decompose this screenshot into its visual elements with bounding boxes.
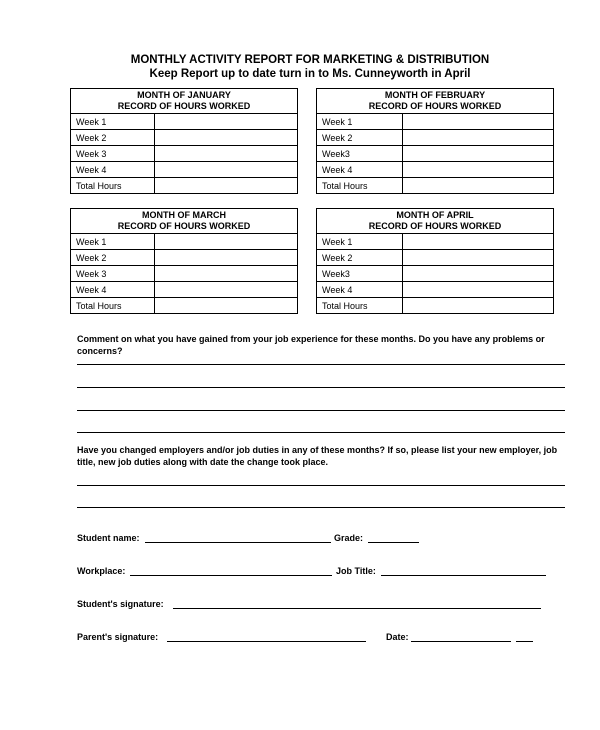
row-label: Total Hours xyxy=(317,298,403,314)
hours-input-cell[interactable] xyxy=(403,266,554,282)
month-heading: MONTH OF FEBRUARY xyxy=(384,90,486,100)
student-name-label: Student name: xyxy=(77,533,140,543)
hours-input-cell[interactable] xyxy=(155,162,298,178)
record-heading: RECORD OF HOURS WORKED xyxy=(368,101,502,111)
month-heading: MONTH OF APRIL xyxy=(396,210,474,220)
record-heading: RECORD OF HOURS WORKED xyxy=(368,221,502,231)
march-hours-table xyxy=(70,208,298,314)
hours-input-cell[interactable] xyxy=(155,282,298,298)
january-hours-table xyxy=(70,88,298,194)
hours-input-cell[interactable] xyxy=(155,130,298,146)
table-heading xyxy=(317,209,554,234)
row-label: Week 4 xyxy=(317,162,403,178)
hours-input-cell[interactable] xyxy=(155,146,298,162)
parent-signature-label: Parent's signature: xyxy=(77,632,159,642)
record-heading: RECORD OF HOURS WORKED xyxy=(117,101,251,111)
table-heading xyxy=(317,89,554,114)
month-heading: MONTH OF MARCH xyxy=(142,210,226,220)
answer-line[interactable] xyxy=(77,364,565,365)
table-row xyxy=(71,162,298,178)
table-row xyxy=(71,178,298,194)
row-label: Total Hours xyxy=(71,178,155,194)
table-heading xyxy=(71,89,298,114)
table-row xyxy=(71,298,298,314)
table-row xyxy=(317,266,554,282)
row-label: Total Hours xyxy=(317,178,403,194)
row-label: Week 3 xyxy=(71,266,155,282)
table-row xyxy=(71,114,298,130)
row-label: Week3 xyxy=(317,146,403,162)
hours-input-cell[interactable] xyxy=(403,282,554,298)
report-title: MONTHLY ACTIVITY REPORT FOR MARKETING & DISTRIBUTION xyxy=(130,54,490,66)
hours-input-cell[interactable] xyxy=(403,298,554,314)
hours-input-cell[interactable] xyxy=(155,250,298,266)
date-field[interactable] xyxy=(411,641,511,642)
table-row xyxy=(71,282,298,298)
answer-line[interactable] xyxy=(77,432,565,433)
table-row xyxy=(317,282,554,298)
grade-label: Grade: xyxy=(334,533,364,543)
row-label: Week 2 xyxy=(317,250,403,266)
hours-input-cell[interactable] xyxy=(403,234,554,250)
table-row xyxy=(71,266,298,282)
table-row xyxy=(317,114,554,130)
answer-line[interactable] xyxy=(77,410,565,411)
hours-input-cell[interactable] xyxy=(155,298,298,314)
date-label: Date: xyxy=(386,632,409,642)
workplace-field[interactable] xyxy=(130,575,332,576)
answer-line[interactable] xyxy=(77,387,565,388)
job-title-field[interactable] xyxy=(381,575,546,576)
row-label: Week 1 xyxy=(71,234,155,250)
row-label: Week 2 xyxy=(317,130,403,146)
row-label: Week3 xyxy=(317,266,403,282)
february-hours-table xyxy=(316,88,554,194)
table-row xyxy=(71,234,298,250)
question-employer-change: Have you changed employers and/or job duties in any of these months? If so, please list your new employer, job title, new job duties along with date the change took place. xyxy=(77,445,558,467)
hours-input-cell[interactable] xyxy=(403,178,554,194)
job-title-label: Job Title: xyxy=(336,566,376,576)
row-label: Week 1 xyxy=(71,114,155,130)
answer-line[interactable] xyxy=(77,485,565,486)
student-name-field[interactable] xyxy=(145,542,331,543)
workplace-label: Workplace: xyxy=(77,566,126,576)
table-row xyxy=(317,250,554,266)
table-row xyxy=(317,162,554,178)
hours-input-cell[interactable] xyxy=(403,250,554,266)
report-subtitle: Keep Report up to date turn in to Ms. Cunneyworth in April xyxy=(149,68,471,80)
row-label: Week 2 xyxy=(71,130,155,146)
table-row xyxy=(317,234,554,250)
row-label: Week 3 xyxy=(71,146,155,162)
parent-signature-field[interactable] xyxy=(167,641,366,642)
grade-field[interactable] xyxy=(368,542,419,543)
table-row xyxy=(317,178,554,194)
hours-input-cell[interactable] xyxy=(403,146,554,162)
hours-input-cell[interactable] xyxy=(403,114,554,130)
hours-input-cell[interactable] xyxy=(403,130,554,146)
hours-input-cell[interactable] xyxy=(155,114,298,130)
table-row xyxy=(317,298,554,314)
row-label: Week 4 xyxy=(317,282,403,298)
row-label: Total Hours xyxy=(71,298,155,314)
hours-input-cell[interactable] xyxy=(155,234,298,250)
april-hours-table xyxy=(316,208,554,314)
student-signature-label: Student's signature: xyxy=(77,599,164,609)
table-row xyxy=(317,146,554,162)
table-row xyxy=(71,250,298,266)
hours-input-cell[interactable] xyxy=(155,266,298,282)
row-label: Week 4 xyxy=(71,162,155,178)
table-row xyxy=(317,130,554,146)
table-heading xyxy=(71,209,298,234)
hours-input-cell[interactable] xyxy=(155,178,298,194)
answer-line[interactable] xyxy=(77,507,565,508)
row-label: Week 1 xyxy=(317,114,403,130)
row-label: Week 1 xyxy=(317,234,403,250)
table-row xyxy=(71,130,298,146)
date-field-tail[interactable] xyxy=(516,641,533,642)
hours-input-cell[interactable] xyxy=(403,162,554,178)
row-label: Week 4 xyxy=(71,282,155,298)
month-heading: MONTH OF JANUARY xyxy=(137,90,231,100)
question-job-experience: Comment on what you have gained from your job experience for these months. Do you have any problems or concerns? xyxy=(77,334,545,356)
record-heading: RECORD OF HOURS WORKED xyxy=(117,221,251,231)
row-label: Week 2 xyxy=(71,250,155,266)
student-signature-field[interactable] xyxy=(173,608,541,609)
table-row xyxy=(71,146,298,162)
